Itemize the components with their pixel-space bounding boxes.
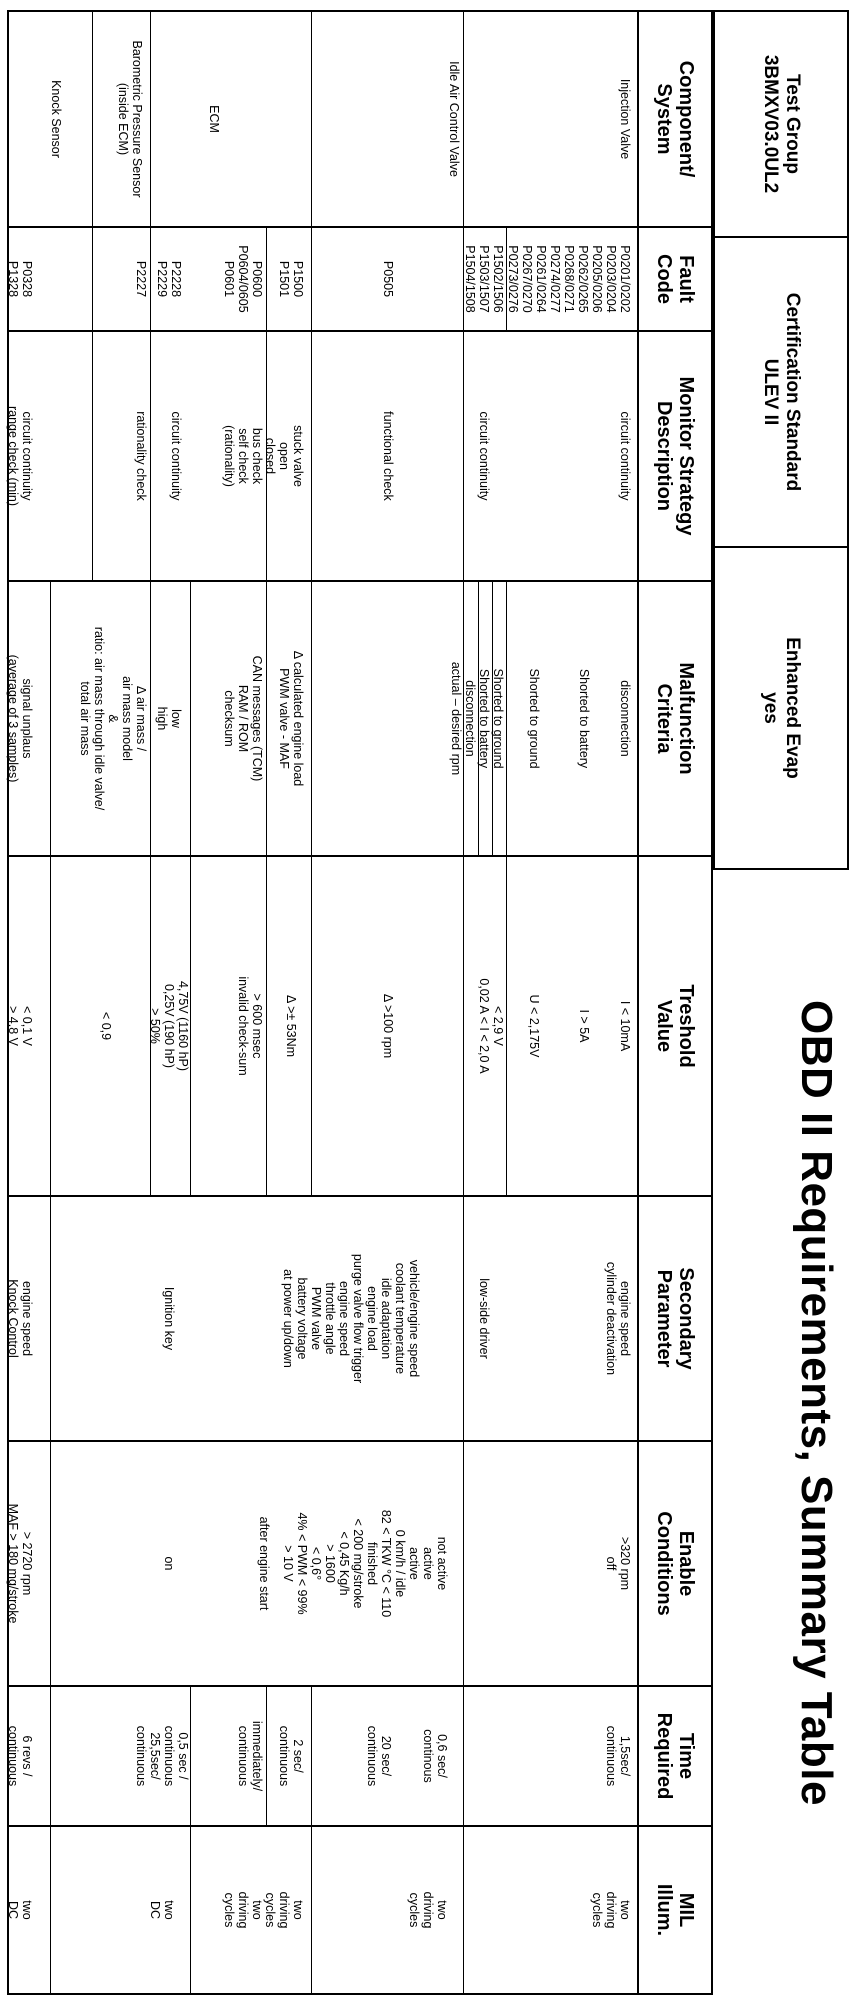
col-head-monitor: Monitor Strategy Description (637, 332, 711, 580)
mil-cell: two (250, 1900, 264, 1920)
fault-code: P0274/0277 (548, 245, 562, 313)
row-separator (311, 582, 312, 855)
monitor-cell: functional check (381, 411, 395, 501)
time-cell: continuous (6, 1725, 20, 1787)
col-head-malfunction: Malfunction Criteria (637, 582, 711, 855)
row-separator (463, 1197, 464, 1440)
monitor-cell: (rationality) (222, 425, 236, 487)
secondary-cell: vehicle/engine speed (407, 1259, 421, 1378)
time-cell: 0,5 sec / (176, 1732, 190, 1780)
fault-code: P1503/1507 (477, 245, 491, 313)
time-cell: continuous (236, 1725, 250, 1787)
row-separator (190, 1687, 191, 1825)
page-title: OBD II Requirements, Summary Table (792, 1000, 841, 1806)
row-separator (92, 228, 93, 330)
row-separator (463, 857, 464, 1195)
row-separator (92, 332, 93, 580)
threshold-cell: > 600 msec (250, 993, 264, 1059)
enable-cell: 0 km/h / idle (393, 1529, 407, 1598)
col-head-enable: Enable Conditions (637, 1442, 711, 1685)
fault-code: P0268/0271 (562, 245, 576, 313)
malfunction-cell: Shorted to ground (491, 668, 505, 769)
component-cell: Knock Sensor (49, 80, 63, 158)
malfunction-cell: air mass model (120, 676, 134, 761)
component-cell: Injection Valve (618, 78, 632, 160)
mil-cell: DC (148, 1900, 162, 1920)
mil-cell: cycles (222, 1892, 236, 1928)
test-group-label: Test Group (781, 74, 803, 174)
col-head-component: Component/ System (637, 12, 711, 226)
time-cell: 20 sec/ (379, 1735, 393, 1777)
secondary-cell: cylinder deactivation (604, 1261, 618, 1376)
enable-cell: 4% < PWM < 99% (295, 1512, 309, 1615)
evap-cell (715, 548, 847, 868)
secondary-cell: engine speed (20, 1280, 34, 1357)
malfunction-cell: RAM / ROM (236, 684, 250, 753)
component-cell: Idle Air Control Valve (447, 61, 461, 177)
malfunction-cell: disconnection (463, 680, 477, 757)
mil-cell: two (291, 1900, 305, 1920)
mil-cell: driving (236, 1891, 250, 1929)
fault-code: P2229 (155, 260, 169, 298)
secondary-cell: Knock Control (6, 1279, 20, 1358)
col-head-mil: MIL Illum. (637, 1827, 711, 1993)
row-separator (50, 1197, 51, 1440)
time-cell: continuous (365, 1725, 379, 1787)
col-head-time: Time Required (637, 1687, 711, 1825)
row-separator (50, 1687, 51, 1825)
row-separator (150, 228, 151, 330)
malfunction-cell: Shorted to battery (577, 668, 591, 769)
mil-cell: two (618, 1900, 632, 1920)
malfunction-cell: high (155, 706, 169, 731)
secondary-cell: coolant temperature (393, 1262, 407, 1375)
fault-code: P0505 (381, 260, 395, 298)
col-head-secondary: Secondary Parameter (637, 1197, 711, 1440)
threshold-cell: Δ >± 53Nm (284, 994, 298, 1058)
malfunction-cell: & (106, 714, 120, 723)
enable-cell: < 0,6° (309, 1546, 323, 1581)
monitor-cell: rationality check (134, 411, 148, 501)
row-separator (50, 1827, 51, 1993)
secondary-cell: battery voltage (295, 1277, 309, 1360)
row-separator (92, 12, 93, 226)
enable-cell: >320 rpm (618, 1536, 632, 1591)
summary-table (7, 10, 713, 1995)
row-separator (492, 582, 493, 855)
enable-cell: > 2720 rpm (20, 1531, 34, 1596)
malfunction-cell: disconnection (618, 680, 632, 757)
cert-cell (715, 238, 847, 548)
evap-value: yes (760, 692, 781, 724)
secondary-cell: at power up/down (281, 1269, 295, 1368)
time-cell: continuous (134, 1725, 148, 1787)
row-separator (266, 228, 267, 330)
fault-code: P0600 (250, 260, 264, 298)
secondary-cell: throttle angle (323, 1282, 337, 1355)
evap-label: Enhanced Evap (781, 637, 803, 779)
secondary-cell: PWM valve (309, 1286, 323, 1351)
row-separator (311, 228, 312, 330)
col-head-fault: Fault Code (637, 228, 711, 330)
enable-cell: MAF > 180 mg/stroke (6, 1503, 20, 1624)
row-separator (311, 1827, 312, 1993)
time-cell: continuous (162, 1725, 176, 1787)
col-head-threshold: Treshold Value (637, 857, 711, 1195)
col-component (9, 12, 711, 228)
fault-code: P0205/0206 (590, 245, 604, 313)
time-cell: continuous (277, 1725, 291, 1787)
monitor-cell: closed (263, 437, 277, 475)
mil-cell: two (162, 1900, 176, 1920)
threshold-cell: 0,25V (190 hP) (162, 983, 176, 1069)
mil-cell: two (20, 1900, 34, 1920)
mil-cell: two (435, 1900, 449, 1920)
row-separator (266, 857, 267, 1195)
fault-code: P0203/0204 (604, 245, 618, 313)
test-group-value: 3BMXV03.0UL2 (760, 54, 781, 194)
fault-code: P1501 (277, 260, 291, 298)
mil-cell: cycles (263, 1892, 277, 1928)
fault-code: P0262/0265 (576, 245, 590, 313)
malfunction-cell: checksum (222, 690, 236, 747)
mil-cell: cycles (407, 1892, 421, 1928)
col-malfunction (6, 582, 711, 857)
cert-value: ULEV II (760, 358, 781, 426)
row-separator (463, 332, 464, 580)
fault-code: P0201/0202 (618, 245, 632, 313)
row-separator (266, 332, 267, 580)
mil-cell: cycles (590, 1892, 604, 1928)
monitor-cell: circuit continuity (618, 411, 632, 501)
secondary-cell: Ignition key (162, 1286, 176, 1351)
col-time (6, 1687, 711, 1827)
monitor-cell: stuck valve (291, 425, 305, 487)
malfunction-cell: Shorted to ground (527, 668, 541, 769)
malfunction-cell: ratio: air mass through idle valve/ (92, 626, 106, 811)
header-block (713, 10, 849, 870)
enable-cell: not active (435, 1536, 449, 1591)
enable-cell: off (604, 1556, 618, 1571)
monitor-cell: open (277, 442, 291, 470)
time-cell: 2 sec/ (291, 1739, 305, 1773)
mil-cell: driving (277, 1891, 291, 1929)
mil-cell: DC (6, 1900, 20, 1920)
secondary-cell: engine speed (618, 1280, 632, 1357)
malfunction-cell: signal unplaus (20, 678, 34, 759)
row-separator (463, 12, 464, 226)
threshold-cell: 4,75V (1160 hP) (176, 980, 190, 1072)
monitor-cell: bus check (250, 427, 264, 485)
time-cell: immediately/ (250, 1720, 264, 1792)
time-cell: 6 revs / (20, 1735, 34, 1777)
row-separator (150, 857, 151, 1195)
enable-cell: on (162, 1556, 176, 1571)
time-cell: 25,5sec/ (148, 1732, 162, 1780)
malfunction-cell: total air mass (78, 681, 92, 756)
component-cell: ECM (207, 105, 221, 133)
test-group-cell (715, 12, 847, 238)
row-separator (506, 582, 507, 855)
row-separator (463, 1827, 464, 1993)
row-separator (463, 1687, 464, 1825)
enable-cell: 82 < TKW °C < 110 (379, 1509, 393, 1618)
row-separator (311, 12, 312, 226)
mil-cell: driving (421, 1891, 435, 1929)
threshold-cell: invalid check-sum (236, 976, 250, 1076)
threshold-cell: Δ >100 rpm (381, 993, 395, 1059)
malfunction-cell: low (169, 709, 183, 728)
enable-cell: active (407, 1547, 421, 1580)
malfunction-cell: PWM valve - MAF (277, 668, 291, 769)
row-separator (506, 857, 507, 1195)
fault-code: P0601 (222, 260, 236, 298)
fault-code: P1504/1508 (463, 245, 477, 313)
fault-code: P1328 (6, 260, 20, 298)
fault-code: P0273/0276 (506, 245, 520, 313)
time-cell: continous (421, 1729, 435, 1783)
row-separator (311, 332, 312, 580)
time-cell: 0,6 sec/ (435, 1734, 449, 1778)
row-separator (190, 582, 191, 855)
row-separator (190, 857, 191, 1195)
enable-cell: > 10 V (281, 1545, 295, 1582)
malfunction-cell: actual – desired rpm (449, 661, 463, 776)
row-separator (50, 857, 51, 1195)
threshold-cell: U < 2,175V (527, 994, 541, 1058)
fault-code: P0328 (20, 260, 34, 298)
fault-code: P0261/0264 (534, 245, 548, 313)
fault-code: P1500 (291, 260, 305, 298)
mil-cell: driving (604, 1891, 618, 1929)
threshold-cell: < 0,1 V (20, 1006, 34, 1046)
secondary-cell: engine speed (337, 1280, 351, 1357)
col-monitor (6, 332, 711, 582)
col-mil (6, 1827, 711, 1993)
row-separator (266, 1687, 267, 1825)
secondary-cell: low-side driver (477, 1278, 491, 1359)
fault-code: P1502/1506 (491, 245, 505, 313)
cert-label: Certification Standard (781, 292, 803, 492)
col-threshold (6, 857, 711, 1197)
threshold-cell: < 2,9 V (491, 1006, 505, 1046)
row-separator (506, 228, 507, 330)
fault-code: P2228 (169, 260, 183, 298)
row-separator (463, 582, 464, 855)
monitor-cell: circuit continuity (20, 411, 34, 501)
fault-code: P0604/0605 (236, 245, 250, 313)
enable-cell: after engine start (257, 1516, 271, 1611)
component-cell: (inside ECM) (116, 82, 130, 156)
monitor-cell: circuit continuity (477, 411, 491, 501)
row-separator (190, 1827, 191, 1993)
secondary-cell: engine load (365, 1286, 379, 1351)
time-cell: 1,5sec/ (618, 1735, 632, 1777)
row-separator (50, 582, 51, 855)
enable-cell: finished (365, 1541, 379, 1586)
row-separator (311, 857, 312, 1195)
malfunction-cell: (average of 3 samples) (6, 654, 20, 783)
threshold-cell: I < 10mA (618, 1000, 632, 1052)
threshold-cell: I > 5A (577, 1009, 591, 1043)
threshold-cell: > 4,8 V (6, 1006, 20, 1046)
row-separator (150, 332, 151, 580)
threshold-cell: < 0,9 (99, 1011, 113, 1041)
enable-cell: active (421, 1547, 435, 1580)
col-fault (6, 228, 711, 332)
monitor-cell: circuit continuity (169, 411, 183, 501)
fault-code: P0267/0270 (520, 245, 534, 313)
enable-cell: > 1600 (323, 1544, 337, 1583)
malfunction-cell: CAN messages (TCM) (250, 655, 264, 782)
time-cell: continuous (604, 1725, 618, 1787)
row-separator (478, 582, 479, 855)
row-separator (150, 12, 151, 226)
row-separator (266, 582, 267, 855)
fault-code: P2227 (134, 260, 148, 298)
threshold-cell: > 50% (148, 1008, 162, 1044)
col-enable (6, 1442, 711, 1687)
component-cell: Barometric Pressure Sensor (130, 40, 144, 198)
row-separator (463, 228, 464, 330)
malfunction-cell: Shorted to battery (477, 668, 491, 769)
malfunction-cell: Δ air mass / (134, 685, 148, 752)
monitor-cell: self check (236, 428, 250, 484)
secondary-cell: purge valve flow trigger (351, 1253, 365, 1384)
row-separator (150, 582, 151, 855)
enable-cell: < 200 mg/stroke (351, 1518, 365, 1609)
monitor-cell: range check (min) (6, 405, 20, 507)
col-secondary (6, 1197, 711, 1442)
malfunction-cell: Δ calculated engine load (291, 650, 305, 787)
enable-cell: < 0,45 Kg/h (337, 1531, 351, 1596)
row-separator (311, 1687, 312, 1825)
threshold-cell: 0,02 A < I < 2,0 A (477, 978, 491, 1074)
row-separator (463, 1442, 464, 1685)
secondary-cell: idle adaptation (379, 1277, 393, 1360)
row-separator (50, 1442, 51, 1685)
